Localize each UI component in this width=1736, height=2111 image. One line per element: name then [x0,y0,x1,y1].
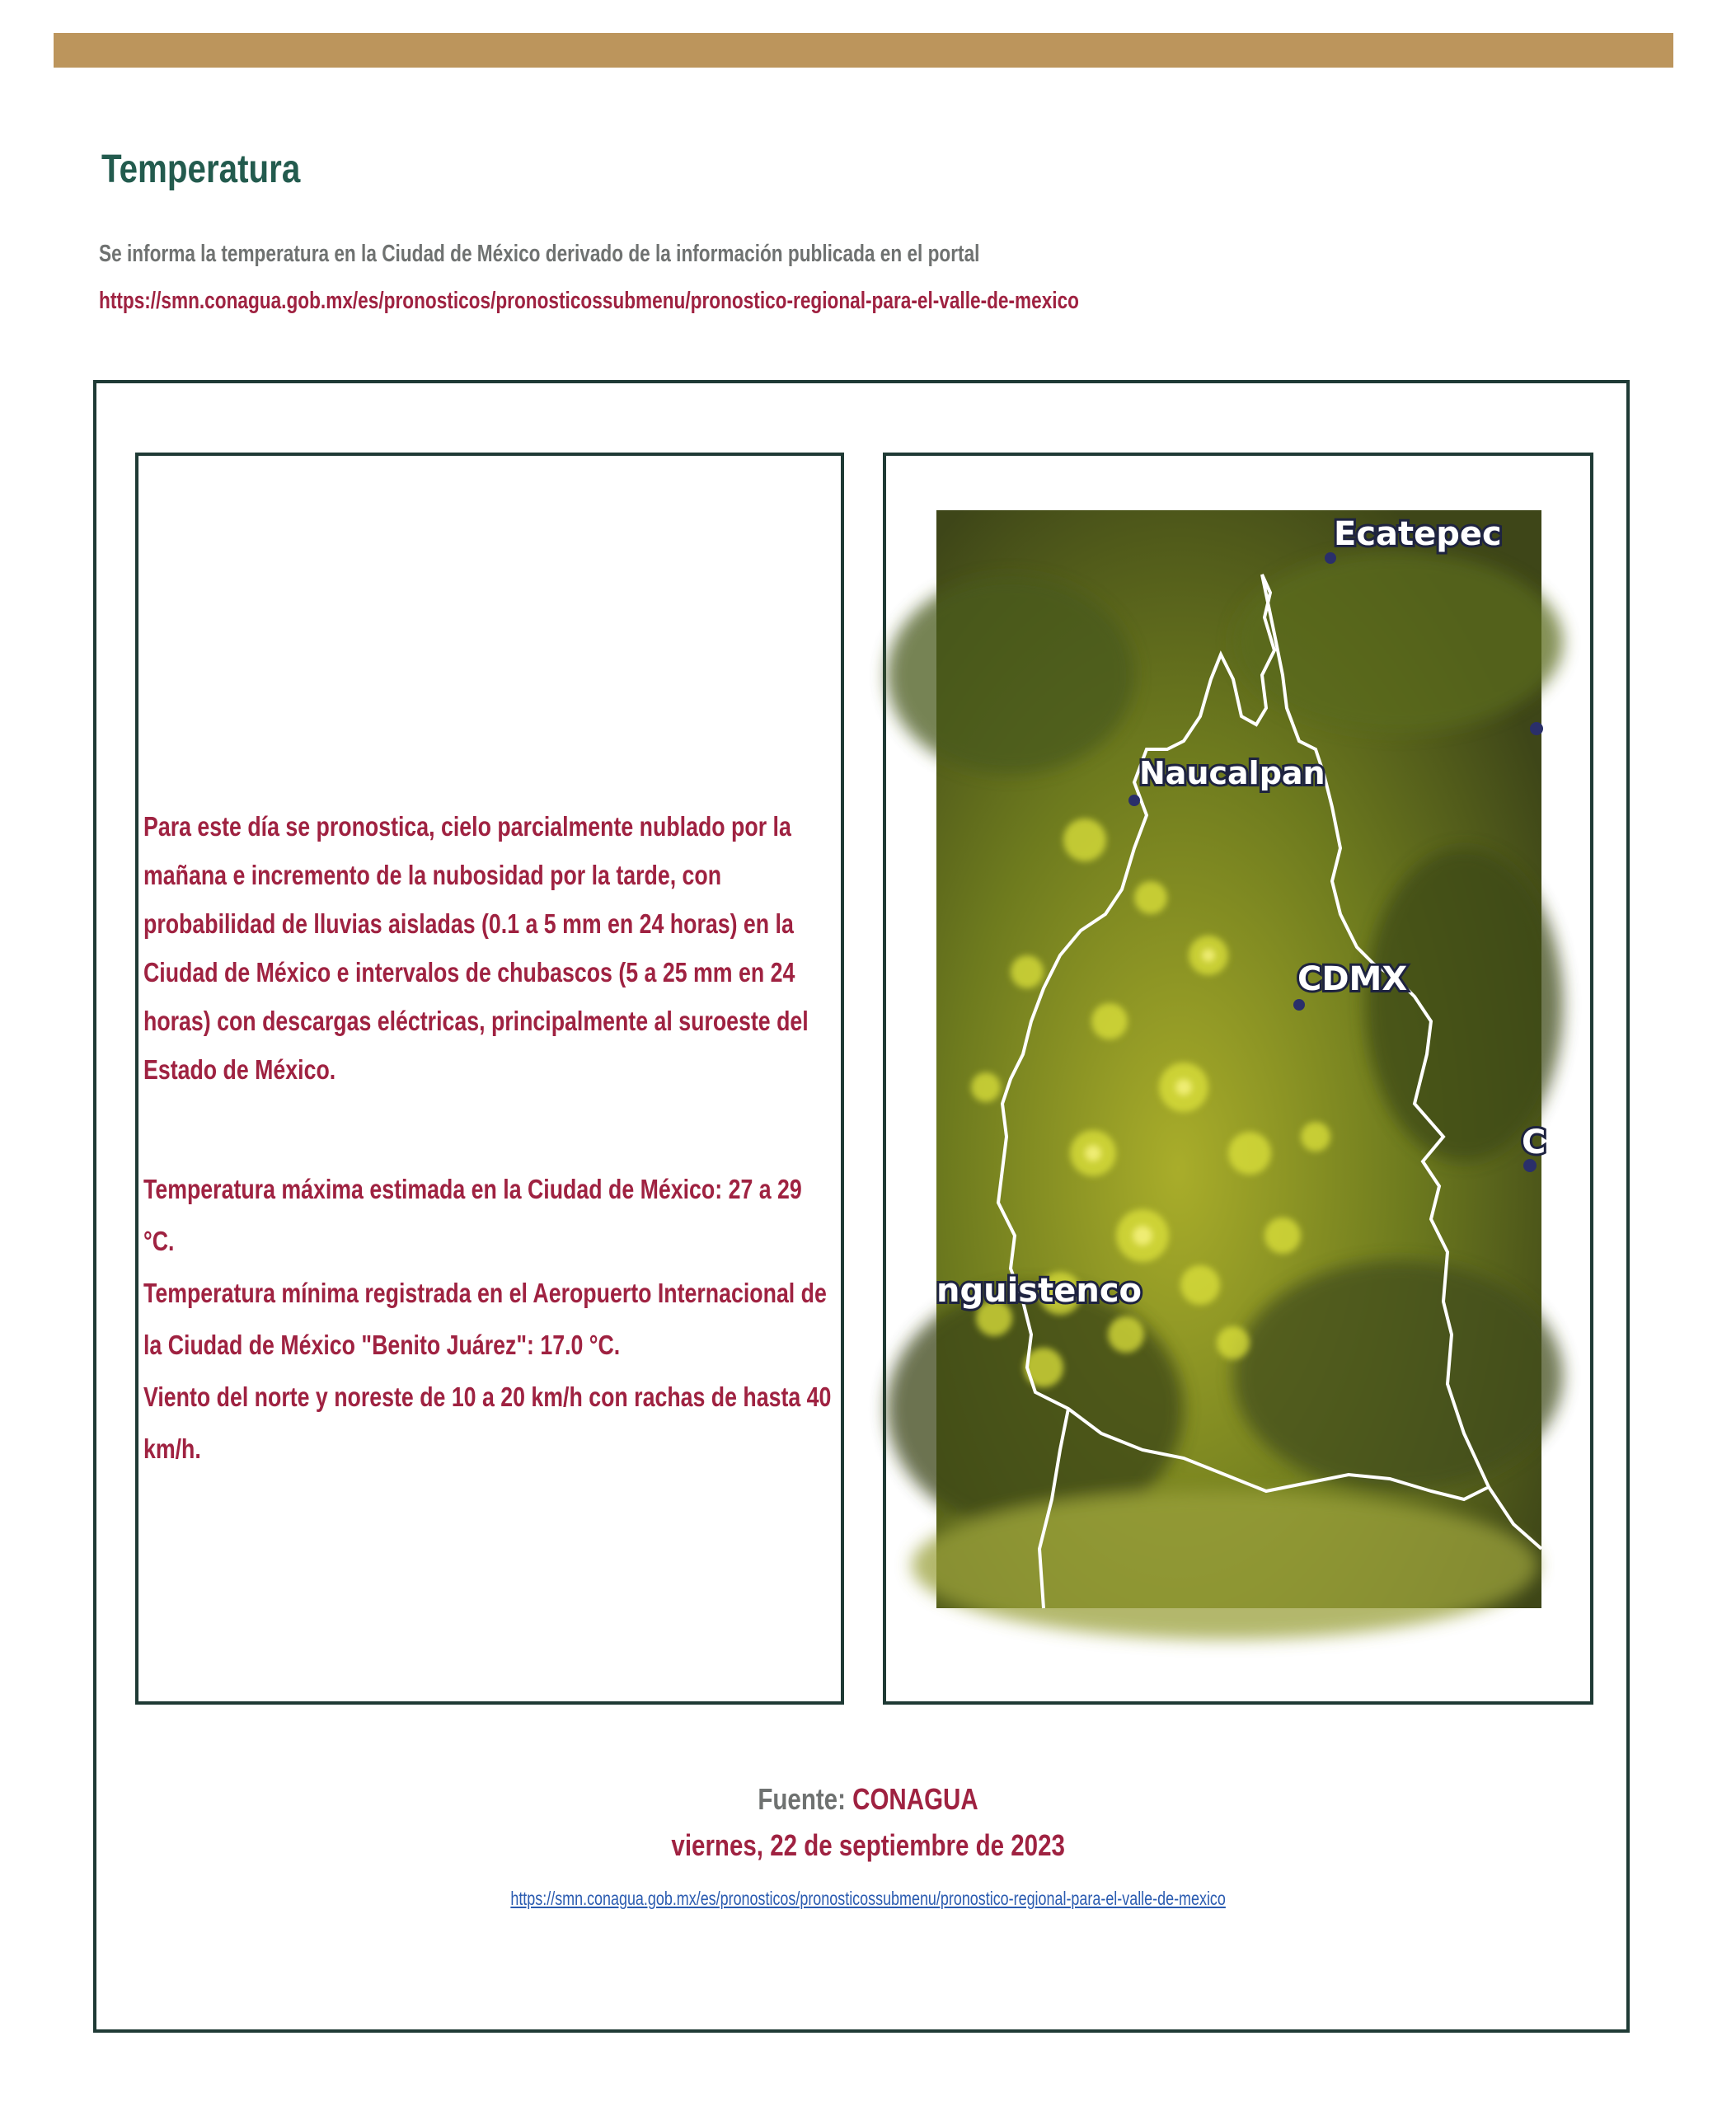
max-temperature: Temperatura máxima estimada en la Ciudad de México: 27 a 29 °C. [143,1174,802,1256]
map-panel [883,453,1593,1705]
wind-info: Viento del norte y noreste de 10 a 20 km/h con rachas de hasta 40 km/h. [143,1382,832,1464]
map-label-ecatepec: Ecatepec [1334,515,1502,553]
source-label: Fuente: [758,1782,846,1816]
footer-link-wrap [0,1888,1736,1910]
footer-source-link[interactable]: https://smn.conagua.gob.mx/es/pronosticos/pronosticossubmenu/pronostico-regional-para-el-valle-de-mexico [510,1888,1226,1909]
map-label-edge: C [1522,1124,1546,1161]
map-label-naucalpan: Naucalpan [1139,755,1325,791]
page-title: Temperatura [101,148,301,191]
satellite-map [936,510,1546,1608]
top-accent-bar [54,33,1673,68]
source-line [0,1782,1736,1817]
intro-source-link[interactable]: https://smn.conagua.gob.mx/es/pronosticos/pronosticossubmenu/pronostico-regional-para-el-valle-de-mexico [99,288,1079,314]
intro-text: Se informa la temperatura en la Ciudad de México derivado de la información publicada en el portal [99,241,980,267]
map-label-tianguistenco: nguistenco [936,1272,1142,1310]
forecast-stats [143,1163,838,1475]
satellite-map-image [936,510,1546,1608]
forecast-date-text: viernes, 22 de septiembre de 2023 [671,1828,1065,1862]
source-org: CONAGUA [852,1782,978,1816]
forecast-text: Para este día se pronostica, cielo parcialmente nublado por la mañana e incremento de la nubosidad por la tarde, con probabilidad de lluvias aisladas (0.1 a 5 mm en 24 horas) en la Ciudad de México e intervalos de chubascos (5 a 25 mm en 24 horas) con descargas eléctricas, principalmente al suroeste del Estado de México. [143,811,809,1085]
min-temperature: Temperatura mínima registrada en el Aeropuerto Internacional de la Ciudad de México "Benito Juárez": 17.0 °C. [143,1278,827,1360]
forecast-panel [135,453,844,1705]
map-label-cdmx: CDMX [1297,960,1408,998]
forecast-date [0,1828,1736,1863]
